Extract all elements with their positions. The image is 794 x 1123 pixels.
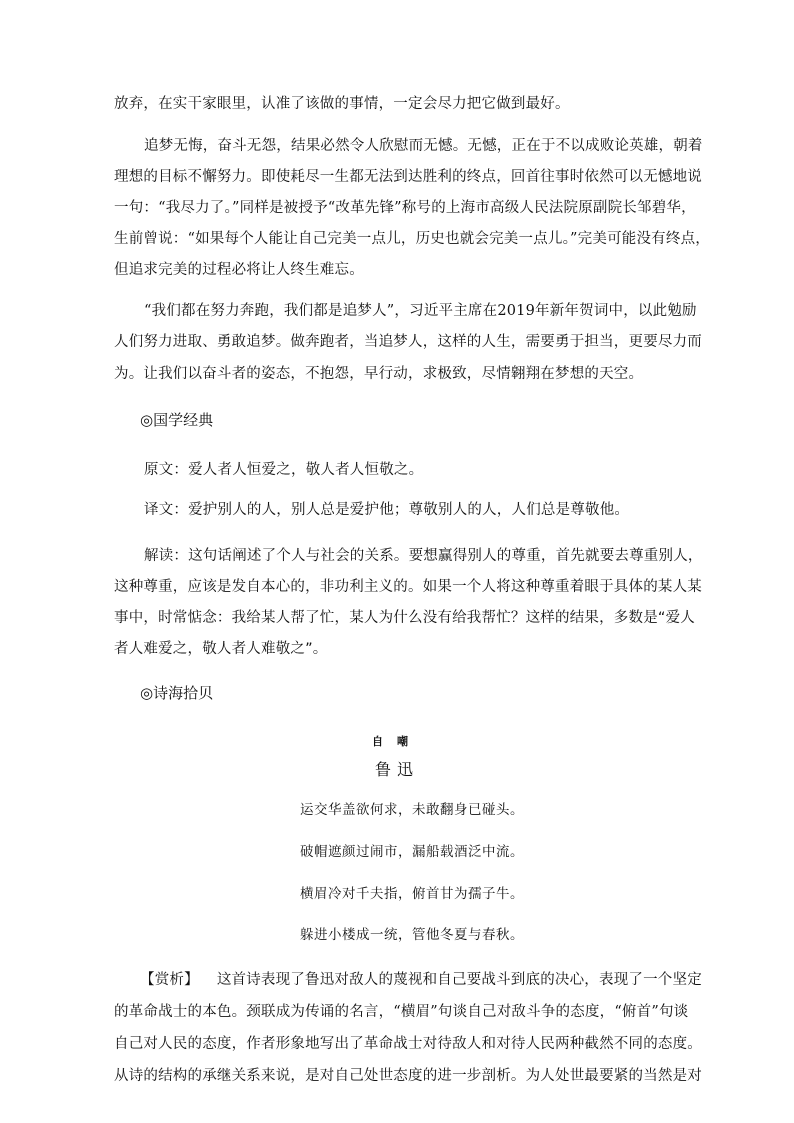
classics-original <box>144 460 714 480</box>
classics-commentary-line-2: 这种尊重，应该是发自本心的，非功利主义的。如果一个人将这种尊重着眼于具体的某人某 <box>114 579 702 595</box>
appreciation-line-2: 的革命战士的本色。颈联成为传诵的名言，“横眉”句谈自己对敌斗争的态度，“俯首”句谈 <box>114 1004 689 1020</box>
essay-p3-line-2: 人们努力进取、勇敢追梦。做奔跑者，当追梦人，这样的人生，需要勇于担当，更要尽力而 <box>114 334 702 350</box>
essay-p2-line-1: 追梦无悔，奋斗无怨，结果必然令人欣慰而无憾。无憾，正在于不以成败论英雄，朝着 <box>144 138 703 154</box>
appreciation-line-4: 从诗的结构的承继关系来说，是对自己处世态度的进一步剖析。为人处世最要紧的当然是对 <box>114 1068 702 1084</box>
appreciation-label: 【赏析】 <box>140 972 199 988</box>
poem-line-1: 运交华盖欲何求，未敢翻身已碰头。 <box>300 802 524 818</box>
classics-commentary-line-3: 事中，时常惦念：我给某人帮了忙，某人为什么没有给我帮忙？这样的结果，多数是“爱人 <box>114 610 696 626</box>
appreciation-line-1 <box>140 970 710 990</box>
essay-p1-line-1: 放弃，在实干家眼里，认准了该做的事情，一定会尽力把它做到最好。 <box>114 96 570 112</box>
poetry-section-title: ◎诗海拾贝 <box>140 684 214 702</box>
poem-title: 自嘲 <box>372 735 422 748</box>
essay-p3-line-3: 为。让我们以奋斗者的姿态，不抱怨，早行动，求极致，尽情翱翔在梦想的天空。 <box>114 366 644 382</box>
classics-original-text: 爱人者人恒爱之，敬人者人恒敬之。 <box>188 462 424 478</box>
poem-author: 鲁迅 <box>374 760 419 779</box>
classics-original-label: 原文： <box>144 462 189 478</box>
appreciation-text-1: 这首诗表现了鲁迅对敌人的蔑视和自己要战斗到底的决心，表现了一个坚定 <box>216 972 702 988</box>
essay-p2-line-5: 但追求完美的过程必将让人终生难忘。 <box>114 262 364 278</box>
classics-section-title: ◎国学经典 <box>140 411 214 429</box>
essay-p2-line-2: 理想的目标不懈努力。即使耗尽一生都无法到达胜利的终点，回首往事时依然可以无憾地说 <box>114 169 702 185</box>
poem-line-4: 躲进小楼成一统，管他冬夏与春秋。 <box>300 927 524 943</box>
essay-p2-line-4: 生前曾说：“如果每个人能让自己完美一点儿，历史也就会完美一点儿。”完美可能没有终点， <box>114 231 710 247</box>
essay-p2-line-3: 一句：“我尽力了。”同样是被授予“改革先锋”称号的上海市高级人民法院原副院长邹碧华， <box>114 200 696 216</box>
classics-commentary-line-1: 解读：这句话阐述了个人与社会的关系。要想赢得别人的尊重，首先就要去尊重别人， <box>144 548 703 564</box>
classics-translation-label: 译文： <box>144 502 189 518</box>
classics-translation-text: 爱护别人的人，别人总是爱护他；尊敬别人的人，人们总是尊敬他。 <box>188 502 630 518</box>
poem-line-3: 横眉冷对千夫指，俯首甘为孺子牛。 <box>300 886 524 902</box>
poem-line-2: 破帽遮颜过闹市，漏船载酒泛中流。 <box>300 844 524 860</box>
classics-commentary-line-4: 者人难爱之，敬人者人难敬之”。 <box>114 641 328 657</box>
appreciation-line-3: 自己对人民的态度，作者形象地写出了革命战士对待敌人和对待人民两种截然不同的态度。 <box>114 1036 702 1052</box>
classics-translation <box>144 500 714 520</box>
essay-p3-line-1: “我们都在努力奔跑，我们都是追梦人”，习近平主席在2019年新年贺词中，以此勉励 <box>144 303 697 319</box>
